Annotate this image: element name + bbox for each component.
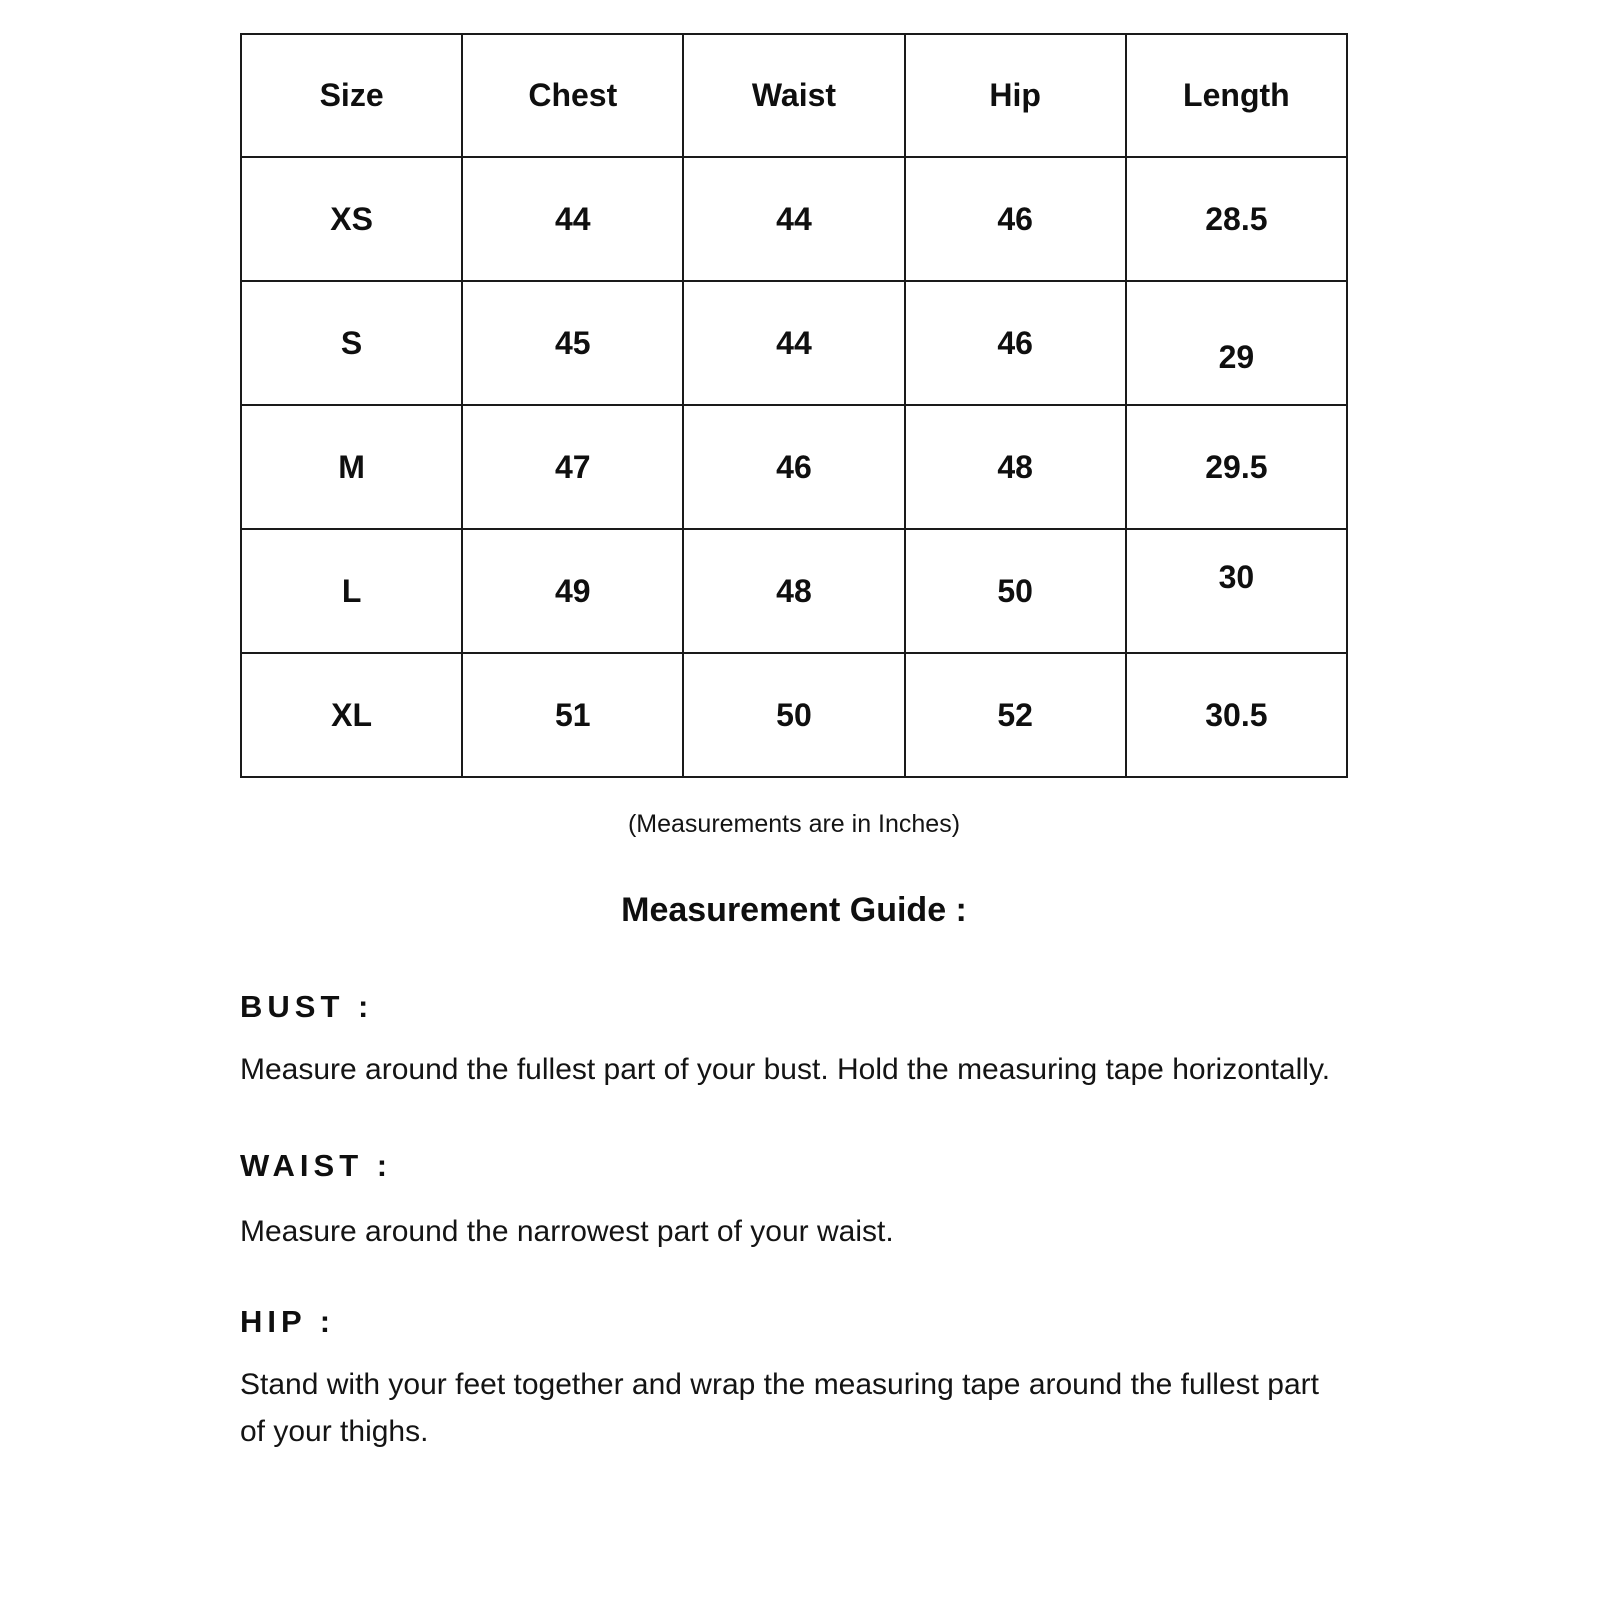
section-heading-waist: WAIST : — [240, 1148, 393, 1183]
table-row — [241, 653, 1347, 777]
table-row — [241, 157, 1347, 281]
cell-length: 28.5 — [1205, 200, 1268, 237]
cell-length: 30 — [1218, 558, 1255, 595]
units-note: (Measurements are in Inches) — [627, 810, 961, 838]
cell-hip: 52 — [997, 696, 1033, 733]
table-row — [241, 281, 1347, 405]
section-text-waist: Measure around the narrowest part of your waist. — [240, 1215, 894, 1248]
column-header-length: Length — [1126, 34, 1347, 157]
section-heading-bust: BUST : — [240, 989, 374, 1024]
cell-waist: 44 — [776, 200, 812, 237]
column-header-size: Size — [241, 34, 462, 157]
cell-hip: 50 — [997, 572, 1033, 609]
cell-size: S — [340, 324, 363, 361]
cell-size: M — [338, 448, 365, 485]
size-chart-table — [240, 33, 1348, 778]
cell-chest: 45 — [554, 324, 591, 361]
cell-chest: 47 — [554, 448, 591, 485]
section-heading-hip: HIP : — [240, 1304, 336, 1339]
table-row — [241, 405, 1347, 529]
column-header-waist: Waist — [683, 34, 904, 157]
column-header-hip: Hip — [905, 34, 1126, 157]
cell-hip: 48 — [997, 448, 1033, 485]
section-text-bust: Measure around the fullest part of your bust. Hold the measuring tape horizontally. — [240, 1053, 1331, 1086]
cell-length: 29.5 — [1205, 448, 1268, 485]
cell-waist: 48 — [776, 572, 812, 609]
cell-waist: 50 — [776, 696, 812, 733]
cell-chest: 44 — [554, 200, 591, 237]
cell-chest: 49 — [554, 572, 591, 609]
cell-chest: 51 — [554, 696, 591, 733]
header-row — [241, 34, 1347, 157]
cell-size: XL — [331, 696, 373, 733]
column-header-chest: Chest — [462, 34, 683, 157]
cell-hip: 46 — [997, 324, 1033, 361]
cell-hip: 46 — [997, 200, 1033, 237]
section-text-hip: Stand with your feet together and wrap the measuring tape around the fullest part of your thighs. — [240, 1368, 1320, 1448]
cell-waist: 44 — [776, 324, 812, 361]
cell-size: L — [341, 572, 362, 609]
table-row — [241, 529, 1347, 653]
cell-size: XS — [330, 200, 373, 237]
cell-length: 30.5 — [1205, 696, 1268, 733]
guide-title: Measurement Guide : — [621, 891, 967, 929]
cell-length: 29 — [1218, 338, 1255, 375]
cell-waist: 46 — [776, 448, 812, 485]
